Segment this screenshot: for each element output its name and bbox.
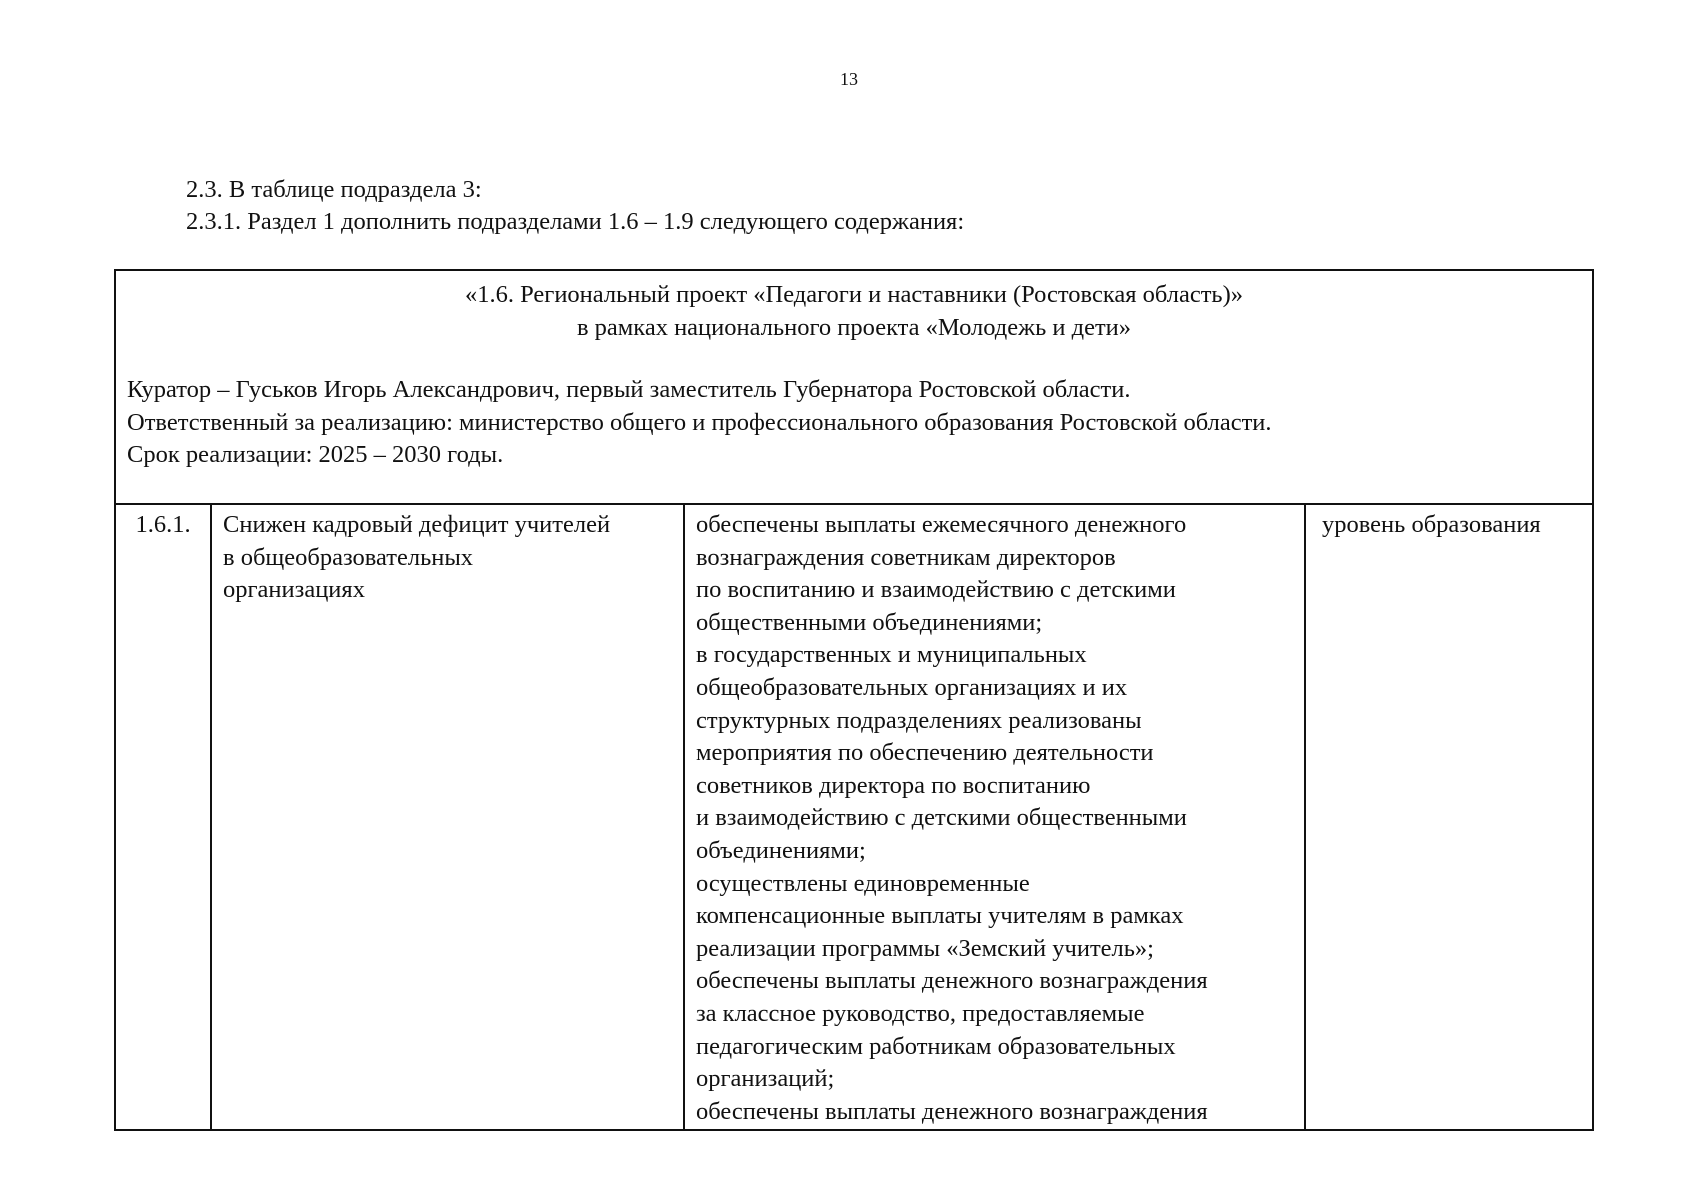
- description-line: общеобразовательных организациях и их: [696, 673, 1128, 701]
- description-line: в государственных и муниципальных: [696, 641, 1087, 669]
- row-number-cell: [116, 505, 212, 1129]
- indicator-text: уровень образования: [1322, 511, 1541, 538]
- section-title-line-1: «1.6. Региональный проект «Педагоги и наставники (Ростовская область)»: [464, 281, 1244, 308]
- term-line: Срок реализации: 2025 – 2030 годы.: [127, 441, 504, 468]
- description-line: мероприятия по обеспечению деятельности: [696, 739, 1154, 767]
- table-row: [116, 505, 1592, 1129]
- program-table: [114, 269, 1594, 1131]
- curator-line: Куратор – Гуськов Игорь Александрович, первый заместитель Губернатора Ростовской области.: [127, 376, 1131, 403]
- description-line: организаций;: [696, 1065, 835, 1093]
- page-number: 13: [840, 69, 858, 89]
- responsible-line: Ответственный за реализацию: министерство общего и профессионального образования Ростовской области.: [127, 408, 1272, 436]
- description-line: и взаимодействию с детскими общественными: [696, 804, 1187, 832]
- description-line: объединениями;: [696, 836, 866, 864]
- description-line: компенсационные выплаты учителям в рамках: [696, 902, 1184, 930]
- description-line: структурных подразделениях реализованы: [696, 706, 1142, 734]
- indicator-cell: [1306, 505, 1592, 1129]
- task-line: организациях: [223, 576, 365, 604]
- description-line: обеспечены выплаты денежного вознаграждения: [696, 1097, 1208, 1125]
- description-line: обеспечены выплаты ежемесячного денежного: [696, 511, 1187, 538]
- description-line: обеспечены выплаты денежного вознаграждения: [696, 967, 1208, 995]
- row-number: 1.6.1.: [135, 511, 191, 538]
- task-line: Снижен кадровый дефицит учителей: [223, 511, 611, 538]
- description-line: советников директора по воспитанию: [696, 771, 1091, 799]
- description-line: за классное руководство, предоставляемые: [696, 999, 1145, 1027]
- section-header-cell: [116, 271, 1592, 505]
- task-line: в общеобразовательных: [223, 543, 474, 571]
- description-line: реализации программы «Земский учитель»;: [696, 934, 1154, 962]
- description-line: общественными объединениями;: [696, 608, 1043, 636]
- description-line: осуществлены единовременные: [696, 869, 1030, 897]
- section-meta: [127, 374, 1272, 472]
- task-cell: [212, 505, 685, 1129]
- section-title-line-2: в рамках национального проекта «Молодежь и дети»: [576, 313, 1132, 341]
- intro-line-1: 2.3. В таблице подраздела 3:: [186, 176, 482, 203]
- intro-text: [186, 174, 964, 238]
- description-line: педагогическим работникам образовательных: [696, 1032, 1176, 1060]
- description-line: по воспитанию и взаимодействию с детскими: [696, 576, 1176, 604]
- description-cell: [685, 505, 1306, 1129]
- description-line: вознаграждения советникам директоров: [696, 543, 1116, 571]
- intro-line-2: 2.3.1. Раздел 1 дополнить подразделами 1.6 – 1.9 следующего содержания:: [186, 208, 965, 235]
- section-title: [116, 279, 1592, 344]
